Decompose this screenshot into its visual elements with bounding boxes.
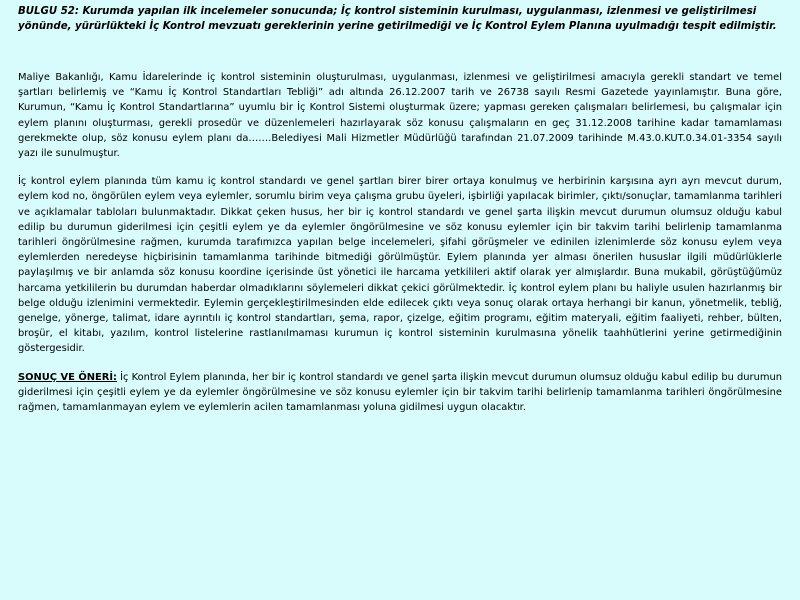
paragraph-background: Maliye Bakanlığı, Kamu İdarelerinde iç kontrol sisteminin oluşturulması, uygulanması, izlenmesi ve geliştirilmesi amacıyla gerekli standart ve temel şartları belirlemiş ve “Kamu İç Kontrol Standartları Tebliği” adı altında 26.12.2007 tarih ve 26738 sayılı Resmi Gazetede yayınlamıştır. Buna göre, Kurumun, “Kamu İç Kontrol Standartlarına” uyumlu bir İç Kontrol Sistemi oluşturmak üzere; yapması gereken çalışmaları belirlemesi, bu çalışmalar için eylem planını oluşturması, gerekli prosedür ve düzenlemeleri hazırlayarak söz konusu çalışmaların en geç 31.12.2008 tarihine kadar tamamlaması gerekmekte olup, söz konusu eylem planı da…….Belediyesi Mali Hizmetler Müdürlüğü tarafından 21.07.2009 tarihinde M.43.0.KUT.0.34.01-3354 sayılı yazı ile sunulmuştur.: [18, 72, 782, 160]
conclusion-paragraph: [18, 370, 782, 416]
paragraph-findings: İç kontrol eylem planında tüm kamu iç kontrol standardı ve genel şartları birer birer ortaya konulmuş ve herbirinin karşısına ayrı ayrı mevcut durum, eylem kod no, öngörülen eylem veya eylemler, sorumlu birim veya çalışma grubu üyeleri, işbirliği yapılacak birimler, çıktı/sonuçlar, tamamlanma tarihleri ve açıklamalar tabloları bulunmaktadır. Dikkat çeken husus, her bir iç kontrol standardı ve genel şarta ilişkin mevcut durumun olumsuz olduğu kabul edilip bu durumun giderilmesi için çeşitli eylem ye da eylemler öngörülmesine ve söz konusu eylemler için bir takvim tarihi belirlenip tamamlanma tarihleri öngörülmesine rağmen, kurumda tarafımızca yapılan belge incelemeleri, şifahi görüşmeler ve edinilen izlenimlerde söz konusu eylem veya eylemlerden neredeyse hiçbirisinin tamamlanma tarihinde bitmediği görülmüştür. Eylem planında yer alması önerilen hususlar ilgili müdürlüklerle paylaşılmış ve bir anlamda söz konusu koordine içerisinde üst yönetici ile harcama yetkilileri aktif olarak yer almışlardır. Buna mukabil, görüştüğümüz harcama yetkililerin bu durumdan haberdar olmadıklarını söylemeleri dikkat çekici görülmektedir. İç kontrol eylem planı bu haliyle usulen hazırlanmış bir belge olduğu izlenimini vermektedir. Eylemin gerçekleştirilmesinden elde edilecek çıktı veya sonuç olarak ortaya herhangi bir kanun, yönetmelik, tebliğ, genelge, yönerge, talimat, idare ayrıntılı iç kontrol standartları, şema, rapor, çizelge, eğitim programı, eğitim materyali, eğitim faaliyeti, rehber, bülten, broşür, el kitabı, yazılım, kontrol listelerine rastlanılmaması kurumun iç kontrol sisteminin kurulmasına yönelik taahhütlerini yerine getirmediğinin göstergesidir.: [18, 176, 782, 355]
conclusion-text: İç Kontrol Eylem planında, her bir iç kontrol standardı ve genel şarta ilişkin mevcut durumun olumsuz olduğu kabul edilip bu durumun giderilmesi için çeşitli eylem ye da eylemler öngörülmesine ve söz konusu eylemler için bir takvim tarihi belirlenip tamamlanma tarihleri öngörülmesine rağmen, tamamlanmayan eylem ve eylemlerin acilen tamamlanması yoluna gidilmesi uygun olacaktır.: [18, 371, 782, 414]
finding-heading: BULGU 52: Kurumda yapılan ilk incelemeler sonucunda; İç kontrol sisteminin kurulması, uygulanması, izlenmesi ve geliştirilmesi yönünde, yürürlükteki İç Kontrol mevzuatı gereklerinin yerine getirilmediği ve İç Kontrol Eylem Planına uyulmadığı tespit edilmiştir.: [18, 6, 777, 32]
conclusion-label: SONUÇ VE ÖNERİ:: [18, 371, 117, 383]
